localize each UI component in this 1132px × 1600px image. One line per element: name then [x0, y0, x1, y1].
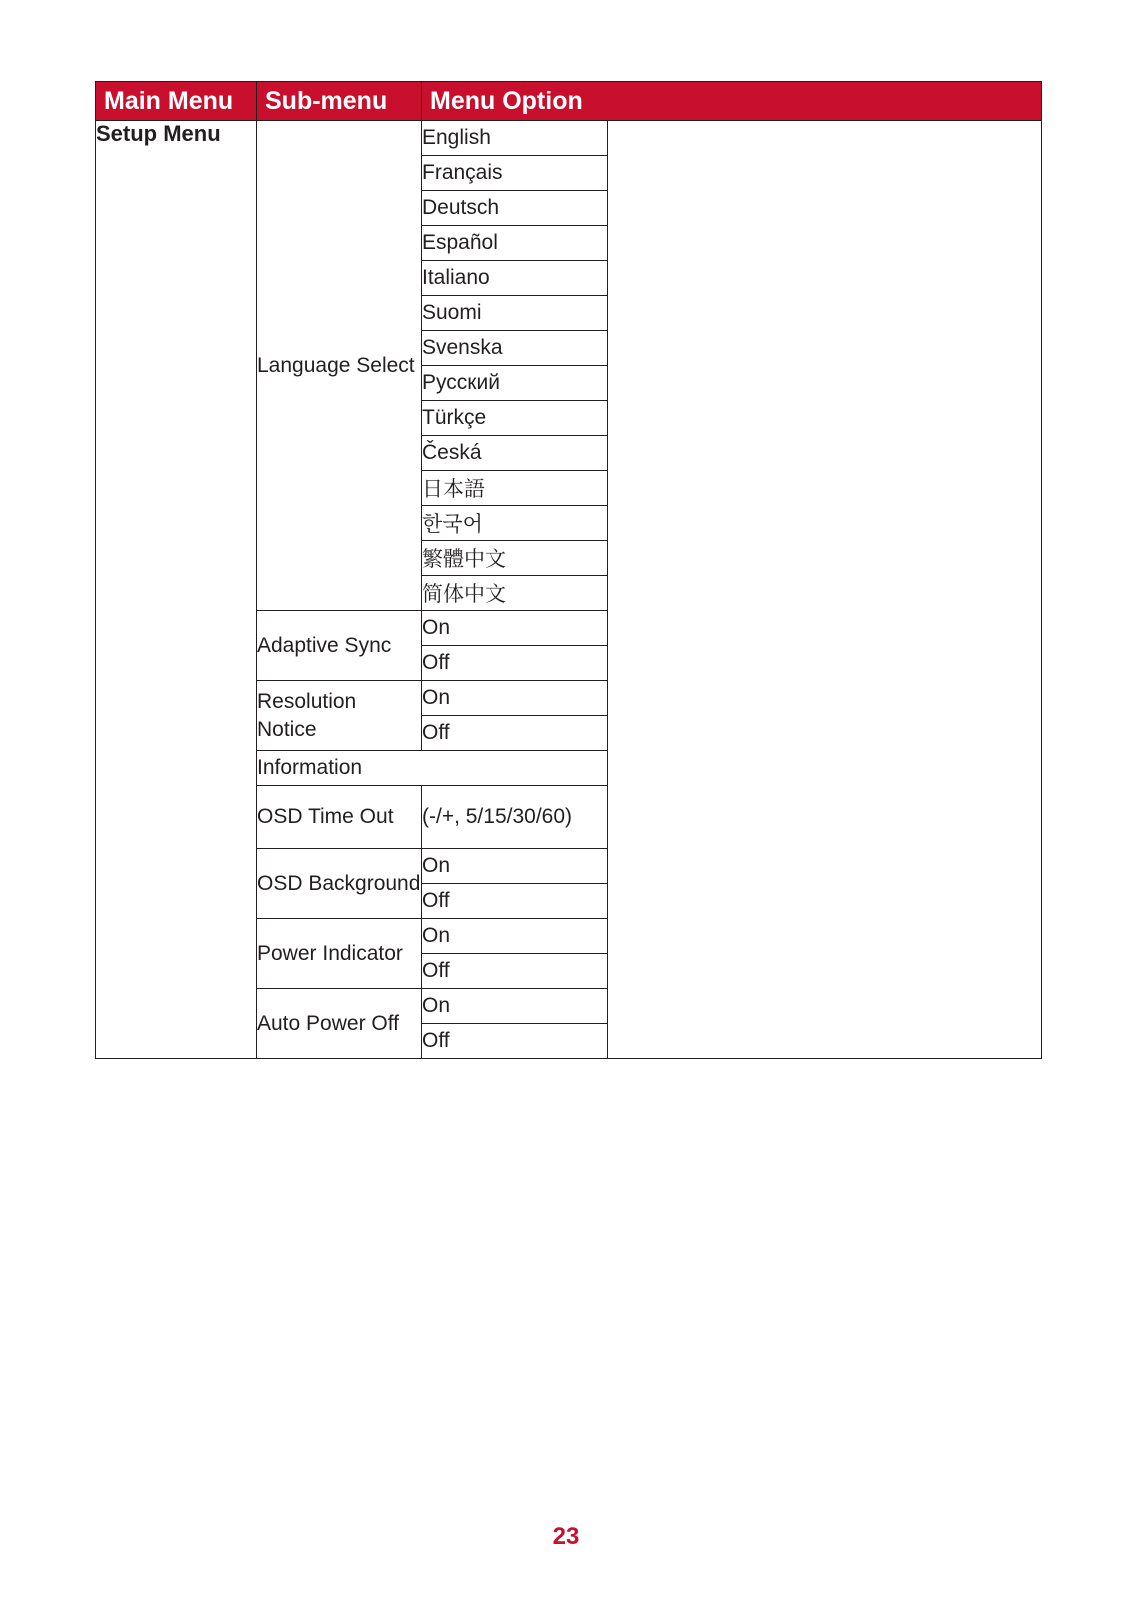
empty-column	[608, 121, 1042, 1059]
header-menu-option: Menu Option	[422, 82, 1042, 121]
option-power-indicator-off: Off	[422, 954, 608, 989]
header-sub-menu: Sub-menu	[257, 82, 422, 121]
option-language-simplified-chinese: 简体中文	[422, 576, 608, 611]
option-language-deutsch: Deutsch	[422, 191, 608, 226]
option-language-korean: 한국어	[422, 506, 608, 541]
header-main-menu: Main Menu	[96, 82, 257, 121]
option-language-suomi: Suomi	[422, 296, 608, 331]
option-adaptive-sync-off: Off	[422, 646, 608, 681]
option-resolution-notice-off: Off	[422, 716, 608, 751]
setup-menu-table	[95, 81, 1042, 1059]
page-number: 23	[552, 1523, 580, 1550]
submenu-osd-time-out: OSD Time Out	[257, 786, 422, 849]
option-adaptive-sync-on: On	[422, 611, 608, 646]
main-menu-setup: Setup Menu	[96, 121, 257, 1059]
option-language-italiano: Italiano	[422, 261, 608, 296]
option-osd-time-out-range: (-/+, 5/15/30/60)	[422, 786, 608, 849]
option-resolution-notice-on: On	[422, 681, 608, 716]
option-language-turkce: Türkçe	[422, 401, 608, 436]
table-row	[96, 121, 1042, 156]
option-language-english: English	[422, 121, 608, 156]
submenu-resolution-notice: Resolution Notice	[257, 681, 422, 751]
option-language-russian: Русский	[422, 366, 608, 401]
option-language-svenska: Svenska	[422, 331, 608, 366]
option-language-francais: Français	[422, 156, 608, 191]
option-power-indicator-on: On	[422, 919, 608, 954]
option-auto-power-off-on: On	[422, 989, 608, 1024]
option-auto-power-off-off: Off	[422, 1024, 608, 1059]
option-language-traditional-chinese: 繁體中文	[422, 541, 608, 576]
option-language-japanese: 日本語	[422, 471, 608, 506]
submenu-information: Information	[257, 751, 608, 786]
option-language-ceska: Česká	[422, 436, 608, 471]
option-osd-background-on: On	[422, 849, 608, 884]
table-header-row	[96, 82, 1042, 121]
submenu-power-indicator: Power Indicator	[257, 919, 422, 989]
option-osd-background-off: Off	[422, 884, 608, 919]
submenu-language-select: Language Select	[257, 121, 422, 611]
option-language-espanol: Español	[422, 226, 608, 261]
submenu-adaptive-sync: Adaptive Sync	[257, 611, 422, 681]
submenu-auto-power-off: Auto Power Off	[257, 989, 422, 1059]
submenu-osd-background: OSD Background	[257, 849, 422, 919]
